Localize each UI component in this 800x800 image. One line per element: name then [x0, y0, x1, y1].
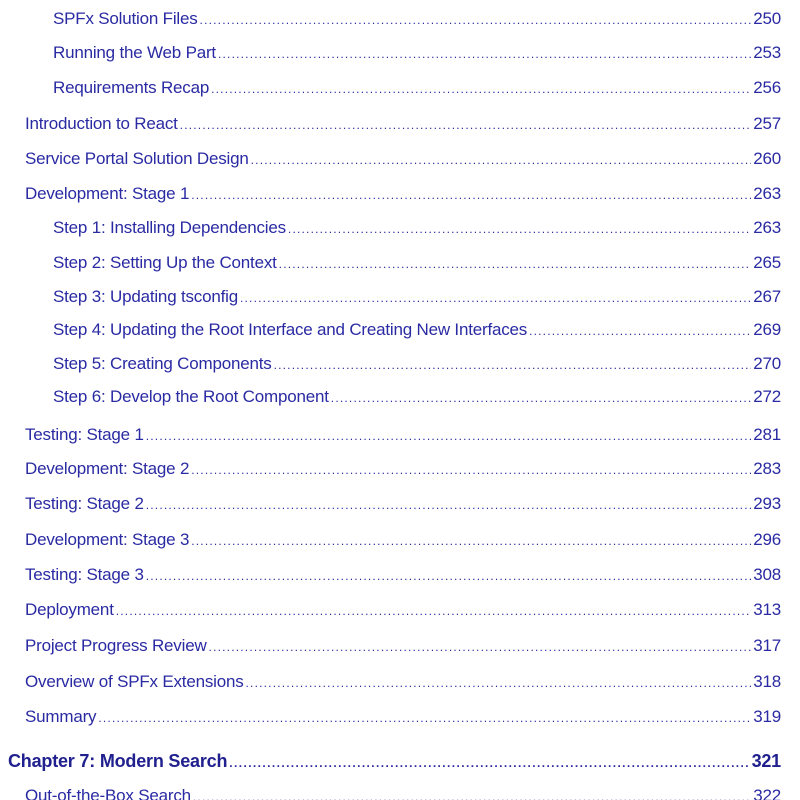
dot-leader	[529, 320, 751, 340]
toc-entry-page: 313	[753, 600, 781, 619]
toc-entry-page: 253	[753, 43, 781, 62]
toc-entry-page: 260	[753, 149, 781, 168]
toc-entry-title: Deployment	[25, 600, 114, 619]
toc-entry[interactable]	[53, 43, 781, 63]
dot-leader	[200, 9, 752, 29]
toc-entry-title: Out-of-the-Box Search	[25, 786, 191, 800]
toc-entry-page: 281	[753, 425, 781, 444]
toc-entry-page: 256	[753, 78, 781, 97]
toc-entry-title: Requirements Recap	[53, 78, 210, 97]
dot-leader	[98, 707, 751, 727]
toc-entry-title: Development: Stage 2	[25, 459, 190, 478]
dot-leader	[116, 600, 752, 620]
dot-leader	[246, 672, 752, 692]
dot-leader	[146, 425, 752, 445]
toc-entry[interactable]	[53, 387, 781, 407]
toc-entry[interactable]	[53, 287, 781, 307]
toc-entry-title: Testing: Stage 3	[25, 565, 144, 584]
dot-leader	[193, 786, 751, 800]
dot-leader	[191, 184, 751, 204]
toc-entry-page: 318	[753, 672, 781, 691]
toc-entry-page: 263	[753, 218, 781, 237]
toc-entry-title: Introduction to React	[25, 114, 178, 133]
dot-leader	[331, 387, 751, 407]
toc-entry-page: 293	[753, 494, 781, 513]
toc-entry[interactable]	[25, 184, 781, 204]
dot-leader	[211, 78, 751, 98]
toc-entry[interactable]	[25, 707, 781, 727]
dot-leader	[191, 530, 751, 550]
toc-entry[interactable]	[25, 636, 781, 656]
toc-entry-page: 308	[753, 565, 781, 584]
toc-entry[interactable]	[53, 354, 781, 374]
dot-leader	[251, 149, 752, 169]
toc-entry-page: 272	[753, 387, 781, 406]
toc-entry-page: 317	[753, 636, 781, 655]
toc-entry-title: Testing: Stage 1	[25, 425, 144, 444]
toc-entry-page: 263	[753, 184, 781, 203]
dot-leader	[274, 354, 752, 374]
toc-entry-page: 322	[753, 786, 781, 800]
toc-entry-title: Project Progress Review	[25, 636, 207, 655]
toc-entry[interactable]	[53, 253, 781, 273]
toc-entry-page: 250	[753, 9, 781, 28]
toc-entry-title: Step 1: Installing Dependencies	[53, 218, 286, 237]
toc-entry[interactable]	[25, 494, 781, 514]
toc-entry-page: 267	[753, 287, 781, 306]
toc-entry[interactable]	[25, 565, 781, 585]
dot-leader	[218, 43, 751, 63]
dot-leader	[288, 218, 751, 238]
toc-entry-title: Service Portal Solution Design	[25, 149, 249, 168]
toc-entry-title: Step 2: Setting Up the Context	[53, 253, 277, 272]
dot-leader	[240, 287, 751, 307]
toc-entry-page: 269	[753, 320, 781, 339]
cropped-bottom-row	[25, 784, 781, 800]
toc-entry-title: SPFx Solution Files	[53, 9, 198, 28]
toc-entry-title: Testing: Stage 2	[25, 494, 144, 513]
dot-leader	[209, 636, 752, 656]
toc-entry-page: 296	[753, 530, 781, 549]
toc-entry-page: 319	[753, 707, 781, 726]
toc-entry[interactable]	[25, 459, 781, 479]
toc-entry-title: Summary	[25, 707, 97, 726]
dot-leader	[180, 114, 752, 134]
toc-entry-page: 270	[753, 354, 781, 373]
toc-entry[interactable]	[53, 9, 781, 29]
dot-leader	[146, 494, 752, 514]
toc-chapter-title: Chapter 7: Modern Search	[8, 751, 228, 771]
toc-entry-title: Step 5: Creating Components	[53, 354, 272, 373]
toc-entry-title: Running the Web Part	[53, 43, 216, 62]
toc-entry[interactable]	[25, 149, 781, 169]
toc-entry-title: Step 3: Updating tsconfig	[53, 287, 238, 306]
toc-entry[interactable]	[53, 218, 781, 238]
dot-leader	[279, 253, 752, 273]
toc-entry-title: Development: Stage 1	[25, 184, 190, 203]
toc-entry-title: Step 4: Updating the Root Interface and Creating New Interfaces	[53, 320, 528, 339]
toc-entry[interactable]	[25, 672, 781, 692]
toc-chapter-entry[interactable]	[8, 751, 781, 772]
toc-entry[interactable]	[53, 320, 781, 340]
toc-entry[interactable]	[25, 114, 781, 134]
dot-leader	[146, 565, 752, 585]
dot-leader	[191, 459, 751, 479]
toc-entry-page: 283	[753, 459, 781, 478]
dot-leader	[229, 751, 749, 772]
toc-entry[interactable]	[25, 425, 781, 445]
toc-entry[interactable]	[25, 530, 781, 550]
toc-entry-page: 265	[753, 253, 781, 272]
toc-entry-page: 257	[753, 114, 781, 133]
toc-entry-title: Step 6: Develop the Root Component	[53, 387, 329, 406]
toc-entry-title: Overview of SPFx Extensions	[25, 672, 244, 691]
toc-entry-title: Development: Stage 3	[25, 530, 190, 549]
toc-entry[interactable]	[25, 600, 781, 620]
toc-entry[interactable]	[53, 78, 781, 98]
toc-entry[interactable]	[25, 786, 781, 800]
toc-chapter-page: 321	[751, 751, 781, 771]
